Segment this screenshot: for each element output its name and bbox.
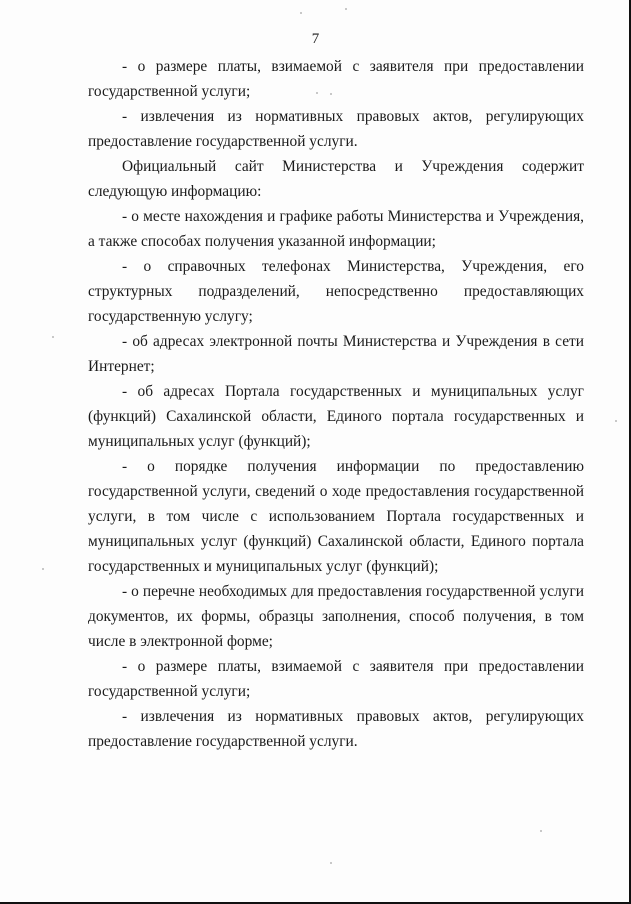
scan-speck [330, 862, 332, 864]
paragraph-required-documents: - о перечне необходимых для предоставления государственной услуги документов, их формы, образцы заполнения, способ получения, в том числе в электронной форме; [88, 583, 584, 650]
document-body [88, 54, 584, 754]
paragraph-official-site-intro: Официальный сайт Министерства и Учреждения содержит следующую информацию: [88, 158, 584, 200]
scan-speck [540, 830, 542, 832]
scan-speck [42, 568, 44, 570]
paragraph-email-addresses: - об адресах электронной почты Министерства и Учреждения в сети Интернет; [88, 333, 584, 375]
scan-speck [300, 12, 302, 14]
scan-speck [52, 336, 54, 338]
scan-speck [615, 420, 617, 422]
page-number: 7 [311, 31, 320, 47]
scan-speck [316, 92, 318, 94]
paragraph-legal-extracts-1: - извлечения из нормативных правовых актов, регулирующих предоставление государственной услуги. [88, 108, 584, 150]
paragraph-location-schedule: - о месте нахождения и графике работы Министерства и Учреждения, а также способах получения указанной информации; [88, 208, 584, 250]
paragraph-legal-extracts-2: - извлечения из нормативных правовых актов, регулирующих предоставление государственной услуги. [88, 708, 584, 750]
paragraph-fee-info-1: - о размере платы, взимаемой с заявителя при предоставлении государственной услуги; [88, 58, 584, 100]
scan-speck [330, 93, 332, 95]
paragraph-fee-info-2: - о размере платы, взимаемой с заявителя при предоставлении государственной услуги; [88, 658, 584, 700]
paragraph-portal-addresses: - об адресах Портала государственных и муниципальных услуг (функций) Сахалинской области, Единого портала государственных и муниципальных услуг (функций); [88, 383, 584, 450]
scan-speck [345, 8, 347, 10]
paragraph-reference-phones: - о справочных телефонах Министерства, Учреждения, его структурных подразделений, непосредственно предоставляющих государственную услугу; [88, 258, 584, 325]
paragraph-information-procedure: - о порядке получения информации по предоставлению государственной услуги, сведений о ходе предоставления государственной услуги, в том числе с использованием Портала государственных и муниципальных услуг (функций) Сахалинской области, Единого портала государственных и муниципальных услуг (функций); [88, 458, 584, 575]
